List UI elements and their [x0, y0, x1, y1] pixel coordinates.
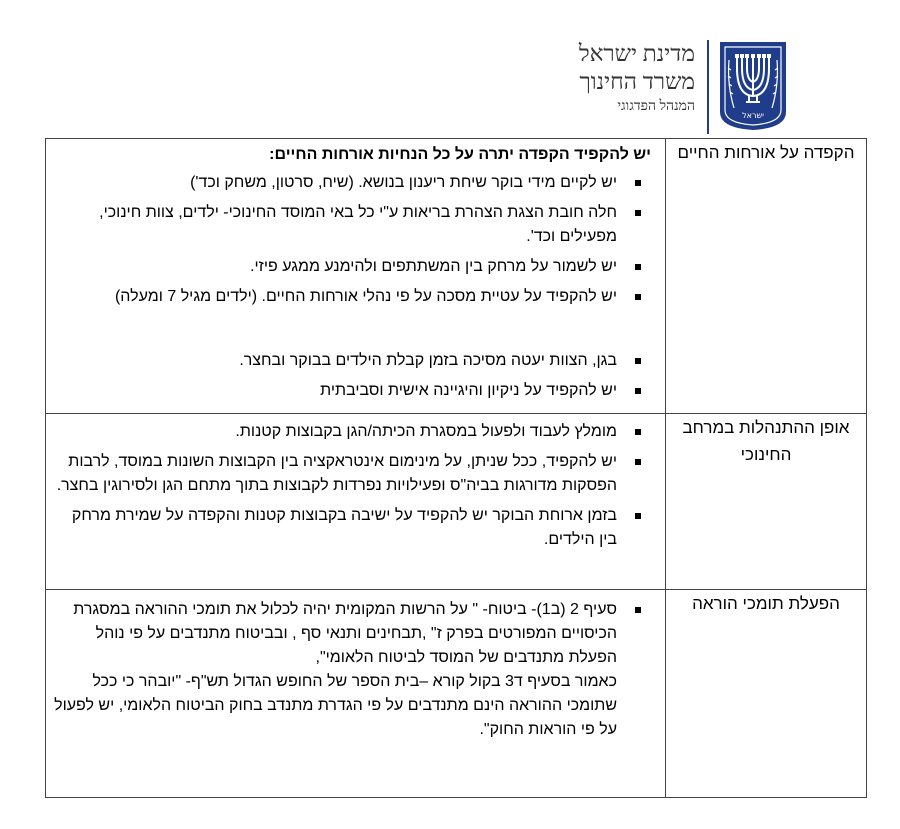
list-item: חלה חובת הצגת הצהרת בריאות ע"י כל באי המוסד החינוכי- ילדים, צוות חינוכי, מפעילים וכד'.	[54, 201, 651, 249]
spacer	[54, 315, 651, 349]
row-label: הפעלת תומכי הוראה	[666, 590, 867, 798]
list-item: מומלץ לעבוד ולפעול במסגרת הכיתה/הגן בקבוצות קטנות.	[54, 420, 651, 444]
list-item: יש לקיים מידי בוקר שיחת ריענון בנושא. (שיח, סרטון, משחק וכד')	[54, 171, 651, 195]
page-header	[0, 0, 900, 140]
row-content	[46, 139, 666, 414]
ministry-name: משרד החינוך	[579, 69, 695, 94]
list-item: יש להקפיד על עטיית מסכה על פי נהלי אורחות החיים. (ילדים מגיל 7 ומעלה)	[54, 285, 651, 309]
bullet-list	[54, 349, 651, 403]
bullet-list	[54, 598, 651, 742]
table-row	[46, 139, 867, 414]
list-item: בזמן ארוחת הבוקר יש להקפיד על ישיבה בקבוצות קטנות והקפדה על שמירת מרחק בין הילדים.	[54, 504, 651, 552]
section-heading: יש להקפיד הקפדה יתרה על כל הנחיות אורחות החיים:	[269, 146, 651, 163]
table-row	[46, 590, 867, 798]
row-content	[46, 590, 666, 798]
row-content	[46, 414, 666, 590]
guidelines-table	[45, 138, 867, 798]
bullet-list	[54, 420, 651, 552]
list-item: בגן, הצוות יעטה מסיכה בזמן קבלת הילדים בבוקר ובחצר.	[54, 349, 651, 373]
list-item: יש להקפיד, ככל שניתן, על מינימום אינטראקציה בין הקבוצות השונות במוסד, לרבות הפסקות מדורגות בביה"ס ופעילויות נפרדות לקבוצות בתוך מתחם הגן ולסירוגין בחצר.	[54, 450, 651, 498]
header-divider	[707, 40, 709, 134]
bullet-list	[54, 171, 651, 309]
state-name: מדינת ישראל	[578, 41, 695, 66]
ministry-title	[579, 40, 695, 118]
list-item: סעיף 2 (ב1)- ביטוח- " על הרשות המקומית יהיה לכלול את תומכי ההוראה במסגרת הכיסויים המפורטים בפרק ז" ,תבחינים ותנאי סף , ובביטוח מתנדבים על פי נוהל הפעלת מתנדבים של המוסד לביטוח הלאומי", כאמור בסעיף ד3 בקול קורא –בית הספר של החופש הגדול תש"ף- "יובהר כי ככל שתומכי ההוראה הינם מתנדבים על פי הגדרת מתנדב בחוק הביטוח הלאומי, יש לפעול על פי הוראות החוק".	[54, 598, 651, 742]
menorah-emblem-icon	[718, 40, 788, 132]
svg-text:ישראל: ישראל	[742, 111, 764, 120]
division-name: המנהל הפדגוגי	[617, 99, 695, 114]
list-item: יש להקפיד על ניקיון והיגיינה אישית וסביבתית	[54, 379, 651, 403]
row-label: הקפדה על אורחות החיים	[666, 139, 867, 414]
row-label: אופן ההתנהלות במרחב החינוכי	[666, 414, 867, 590]
list-item: יש לשמור על מרחק בין המשתתפים ולהימנע ממגע פיזי.	[54, 255, 651, 279]
table-row	[46, 414, 867, 590]
